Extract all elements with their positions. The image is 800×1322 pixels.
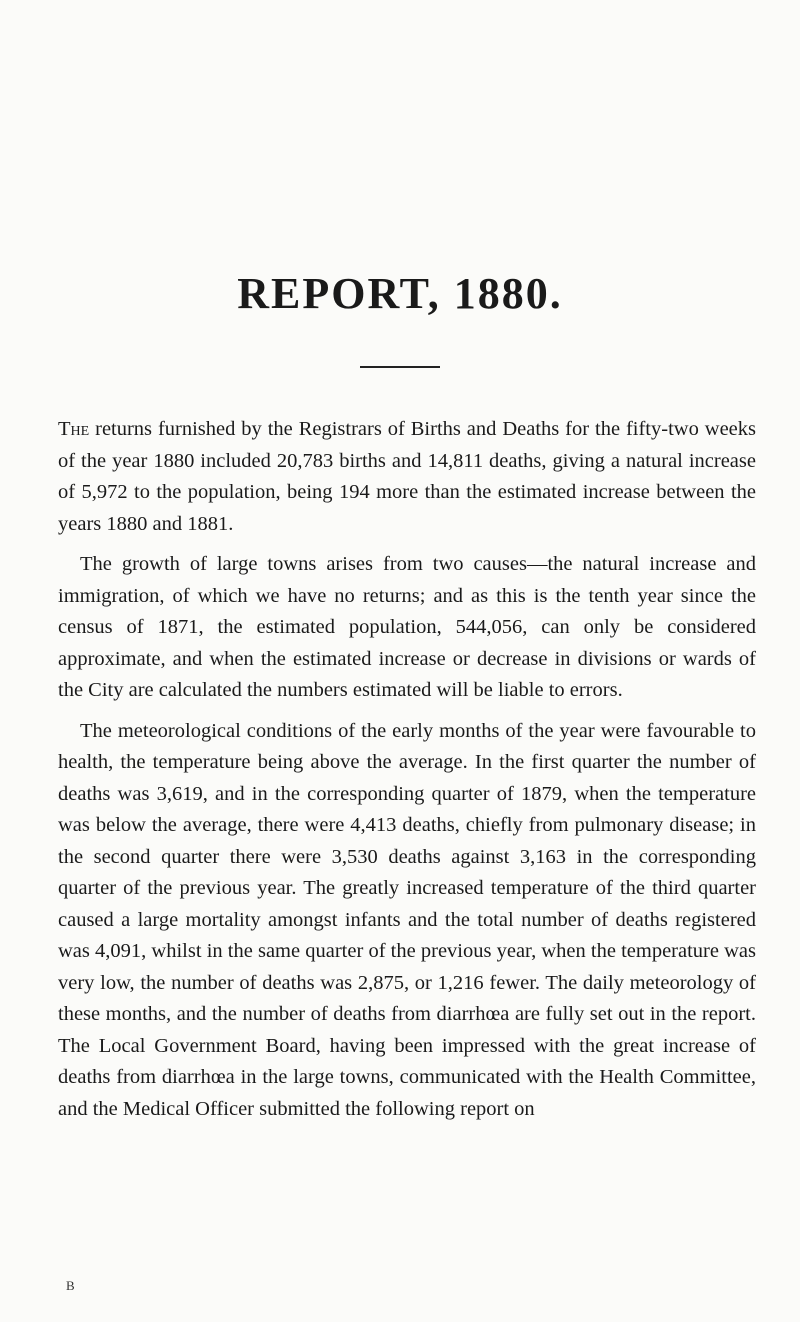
title-divider — [360, 366, 440, 368]
signature-mark: B — [66, 1278, 75, 1293]
paragraph-meteorological: The meteorological conditions of the early months of the year were favourable to health, the temperature being above the average. In the first quarter the number of deaths was 3,619, and in the corresponding quarter of 1879, when the temperature was below the average, there were 4,413 deaths, chiefly from pulmonary disease; in the second quarter there were 3,530 deaths against 3,163 in the corresponding quarter of the previous year. The greatly increased temperature of the third quarter caused a large mortality amongst infants and the total number of deaths registered was 4,091, whilst in the same quarter of the previous year, when the temperature was very low, the number of deaths was 2,875, or 1,216 fewer. The daily meteorology of these months, and the number of deaths from diarrhœa are fully set out in the report. The Local Government Board, having been impressed with the great increase of deaths from diarrhœa in the large towns, communicated with the Health Committee, and the Medical Officer submitted the following report on — [58, 719, 756, 1120]
page-title: REPORT, 1880. — [237, 269, 563, 318]
report-body — [58, 414, 756, 1134]
paragraph-growth: The growth of large towns arises from two causes—the natural increase and immigration, of which we have no returns; and as this is the tenth year since the census of 1871, the estimated population, 544,056, can only be considered approximate, and when the estimated increase or decrease in divisions or wards of the City are calculated the numbers estimated will be liable to errors. — [58, 553, 756, 701]
paragraph-returns-text: returns furnished by the Registrars of Births and Deaths for the fifty-two weeks of the year 1880 included 20,783 births and 14,811 deaths, giving a natural increase of 5,972 to the population, being 194 more than the estimated increase between the years 1880 and 1881. — [58, 418, 756, 535]
paragraph-lead-word: The — [58, 418, 90, 440]
paragraph-returns — [58, 414, 756, 540]
